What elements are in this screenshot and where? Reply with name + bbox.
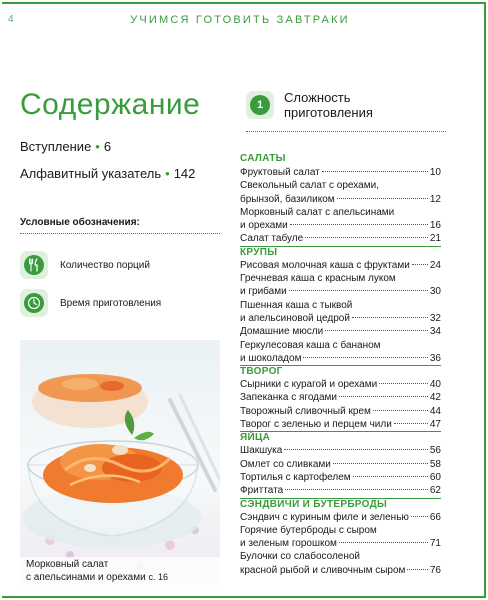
page-title: Содержание [20,88,201,121]
legend-time [20,289,161,317]
toc-entry-line [240,285,441,298]
caption-page-ref: с. 16 [148,572,168,582]
toc-entry[interactable] [240,378,441,391]
difficulty-legend [246,90,373,120]
toc-entry-line [240,272,441,285]
dot-leader [289,290,428,291]
dot-leader [339,542,428,543]
clock-icon [20,289,48,317]
toc-entry[interactable] [240,444,441,457]
toc-entry[interactable] [240,179,441,206]
legend-portions [20,251,150,279]
toc-entry-title: Фриттата [240,485,284,497]
toc-entry-title: Салат табуле [240,233,304,245]
dot-leader [353,476,428,477]
toc-entry-page: 76 [429,564,441,576]
dot-leader [284,449,428,450]
toc-entry-line [240,312,441,325]
toc-entry[interactable] [240,232,441,245]
toc-intro-entry[interactable] [20,139,111,154]
dot-leader [412,264,428,265]
legend-time-label: Время приготовления [60,297,162,309]
toc-entry-page: 24 [429,259,441,271]
toc-index-entry[interactable] [20,166,195,181]
toc-entry-line [240,537,441,550]
salad-illustration [20,340,220,585]
toc-entry[interactable] [240,391,441,404]
toc-section-heading: СЭНДВИЧИ И БУТЕРБРОДЫ [240,498,441,511]
toc-entry-title: Творог с зеленью и перцем чили [240,419,392,431]
toc-entry-line [240,458,441,471]
toc-entry-page: 60 [429,471,441,483]
toc-entry-page: 30 [429,286,441,298]
toc-entry-page: 32 [429,312,441,324]
caption-line-2: с апельсинами и орехами [26,572,146,583]
toc-entry-line [240,166,441,179]
toc-entry-title: Рисовая молочная каша с фруктами [240,259,410,271]
toc-entry-title: и орехами [240,220,288,232]
toc-entry-title: Пшенная каша с тыквой [240,299,353,311]
toc-entry-page: 16 [429,220,441,232]
dot-leader [411,516,428,517]
dot-leader [394,423,428,424]
toc-entry[interactable] [240,405,441,418]
toc-entry-line [240,484,441,497]
toc-entry-page: 56 [429,445,441,457]
toc-entry-title: Сырники с курагой и орехами [240,379,378,391]
toc-entry-page: 36 [429,352,441,364]
toc-entry-page: 34 [429,326,441,338]
toc-entry-line [240,564,441,577]
toc-entry-line [240,352,441,365]
toc-entry-page: 12 [429,193,441,205]
toc-index-page: 142 [173,166,196,181]
toc-entry[interactable] [240,272,441,299]
dot-leader [373,410,428,411]
toc-entry-line [240,206,441,219]
toc-entry[interactable] [240,206,441,233]
toc-entry[interactable] [240,259,441,272]
dot-leader [339,396,428,397]
toc-entry-page: 66 [429,511,441,523]
dot-leader [407,569,427,570]
toc-entry-page: 44 [429,405,441,417]
dot-leader [325,330,428,331]
difficulty-level-number: 1 [250,95,270,115]
toc-entry-line [240,524,441,537]
dot-leader [379,383,428,384]
dot-leader [285,489,428,490]
toc-entry[interactable] [240,550,441,577]
toc-entry[interactable] [240,484,441,497]
toc-entry-title: Тортилья с картофелем [240,471,351,483]
toc-entry-line [240,325,441,338]
toc-entry-page: 40 [429,379,441,391]
toc-entry-line [240,550,441,563]
toc-entry[interactable] [240,511,441,524]
toc-entry-page: 10 [429,167,441,178]
page-number: 4 [8,14,14,25]
toc-entry-title: брынзой, базиликом [240,193,335,205]
toc-list [240,153,441,577]
difficulty-label-line-1: Сложность [284,90,351,105]
photo-caption [20,557,220,585]
toc-entry-title: Сэндвич с куриным филе и зеленью [240,511,409,523]
toc-entry-title: красной рыбой и сливочным сыром [240,564,406,576]
dot-leader [305,237,428,238]
toc-section-heading: КРУПЫ [240,246,441,259]
dot-leader [333,463,428,464]
toc-entry[interactable] [240,325,441,338]
toc-entry[interactable] [240,458,441,471]
toc-entry-title: Домашние мюсли [240,326,324,338]
toc-entry[interactable] [240,339,441,366]
toc-section-heading: ЯЙЦА [240,431,441,444]
legend-portions-label: Количество порций [60,259,150,271]
bullet-dot: • [165,166,170,181]
toc-entry-line [240,193,441,206]
toc-entry-title: и шоколадом [240,352,302,364]
toc-entry-page: 21 [429,233,441,245]
difficulty-label-line-2: приготовления [284,105,373,120]
toc-entry-line [240,259,441,272]
toc-entry[interactable] [240,418,441,431]
toc-entry-line [240,299,441,312]
toc-entry[interactable] [240,471,441,484]
salad-photo [20,340,220,585]
toc-entry-title: Омлет со сливками [240,458,331,470]
toc-entry-line [240,219,441,232]
toc-entry[interactable] [240,299,441,326]
toc-entry-line [240,405,441,418]
toc-entry-line [240,339,441,352]
caption-line-1: Морковный салат [26,559,109,570]
toc-intro-label: Вступление [20,139,92,154]
toc-entry-title: и зеленым горошком [240,538,337,550]
toc-section-heading: ТВОРОГ [240,365,441,378]
difficulty-level-icon [246,91,274,119]
toc-entry-page: 62 [429,485,441,497]
legend-heading: Условные обозначения: [20,217,220,234]
toc-entry-title: и апельсиновой цедрой [240,312,350,324]
toc-entry-page: 47 [429,419,441,431]
bullet-dot: • [95,139,100,154]
dot-leader [322,171,428,172]
toc-entry-line [240,471,441,484]
toc-entry-title: Творожный сливочный крем [240,405,371,417]
toc-entry-line [240,391,441,404]
toc-entry-page: 58 [429,458,441,470]
toc-entry-title: Горячие бутерброды с сыром [240,524,377,536]
toc-entry-title: Гречневая каша с красным луком [240,273,396,285]
toc-entry-title: и грибами [240,286,287,298]
toc-entry-line [240,511,441,524]
running-head: УЧИМСЯ ГОТОВИТЬ ЗАВТРАКИ [130,14,350,26]
fork-knife-icon [20,251,48,279]
toc-entry-title: Морковный салат с апельсинами [240,206,395,218]
toc-entry-page: 42 [429,392,441,404]
toc-entry[interactable] [240,524,441,551]
toc-entry-line [240,418,441,431]
toc-index-label: Алфавитный указатель [20,166,162,181]
toc-entry-title: Геркулесовая каша с бананом [240,339,381,351]
dot-leader [352,317,428,318]
divider [246,131,446,132]
toc-entry-title: Свекольный салат с орехами, [240,180,379,192]
toc-entry-line [240,179,441,192]
toc-entry-title: Запеканка с ягодами [240,392,338,404]
dot-leader [303,357,427,358]
toc-entry-page: 71 [429,538,441,550]
toc-entry-title: Шакшука [240,445,283,457]
toc-entry-line [240,378,441,391]
toc-entry-title: Фруктовый салат [240,167,320,178]
toc-entry[interactable] [240,166,441,179]
toc-entry-title: Булочки со слабосоленой [240,551,361,563]
toc-entry-line [240,444,441,457]
toc-intro-page: 6 [103,139,112,154]
dot-leader [290,224,428,225]
toc-entry-line [240,232,441,245]
dot-leader [337,198,428,199]
toc-section-heading: САЛАТЫ [240,153,286,164]
